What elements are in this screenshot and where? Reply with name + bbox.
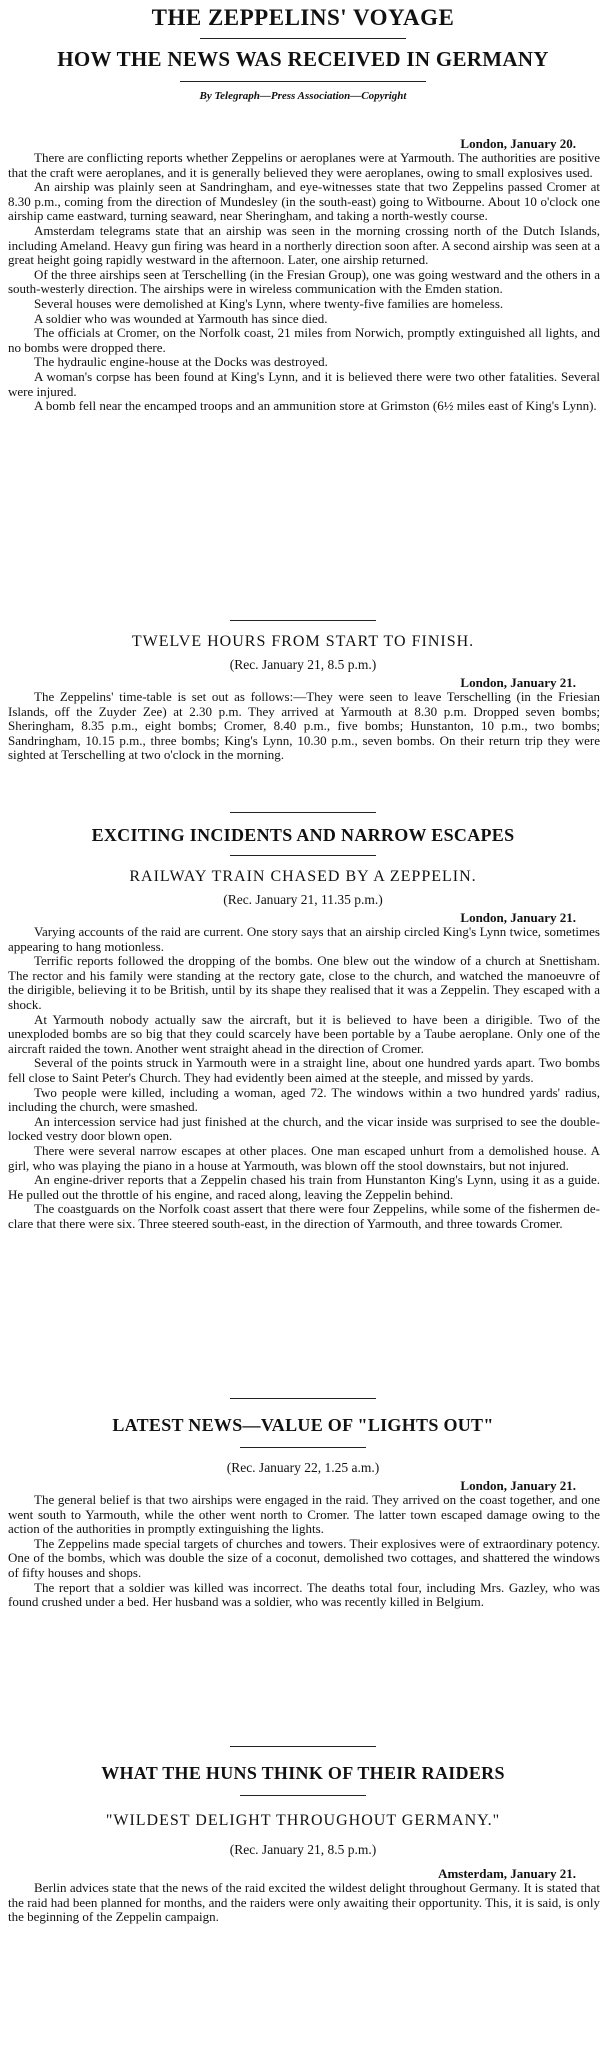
- section-rule: [240, 1447, 366, 1448]
- paragraph: Terrific reports followed the dropping of the bombs. One blew out the window of a church at Snettisham. The rector and his family were standing at the rectory gate, close to the church, and watched the manoeuvre of the dirigible, believing it to be British, until by its shape they realised that it was a Zeppelin. They escaped with a shock.: [8, 953, 600, 1012]
- section-huns-reaction: [0, 1746, 606, 1925]
- paragraph: A soldier who was wounded at Yarmouth has since died.: [34, 310, 328, 326]
- paragraph: Of the three airships seen at Terschelling (in the Fresian Group), one was going westward and the others in a south-westerly direction. The airships were in wireless communication with the Emden station.: [8, 266, 600, 297]
- title-block: [0, 0, 606, 104]
- section-rule: [230, 1746, 376, 1747]
- paragraph: An engine-driver reports that a Zeppelin chased his train from Hunstanton King's Lynn, using it as a guide. He pulled out the throttle of his engine, and raced along, leaving the Zeppelin behind.: [8, 1172, 600, 1202]
- paragraph: Amsterdam telegrams state that an airship was seen in the morning crossing north of the Dutch Islands, including Ameland. Heavy gun firing was heard in a northerly direction soon after. A second airship was seen at a great height going rapidly westward in the afternoon. Later, one airship returned.: [8, 222, 600, 268]
- section-rule: [230, 855, 376, 856]
- paragraph: The report that a soldier was killed was incorrect. The deaths total four, including Mrs. Gazley, who was found crushed under a bed. Her husband was a soldier, who was recently killed in Belgium.: [8, 1579, 600, 1610]
- paragraph: A woman's corpse has been found at King's Lynn, and it is believed there were two other fatalities. Several were injured.: [8, 368, 600, 399]
- byline: By Telegraph—Press Association—Copyright: [199, 90, 407, 102]
- dateline: London, January 21.: [460, 910, 576, 925]
- paragraph: The coastguards on the Norfolk coast assert that there were four Zeppelins, while some of the fishermen de-clare that there were six. Three steered south-east, in the direction of Yarmouth, and three towards Cromer.: [8, 1201, 600, 1231]
- section-incidents: [0, 812, 606, 1231]
- paragraph: An airship was plainly seen at Sandringham, and eye-witnesses state that two Zeppelins passed Cromer at 8.30 p.m., coming from the direction of Mundesley (in the south-east) going to Witbourne. About 10 o'clock one airship came eastward, turning seaward, near Sheringham, and taking a north-westly course.: [8, 179, 600, 224]
- paragraph: Several of the points struck in Yarmouth were in a straight line, about one hundred yards apart. Two bombs fell close to Saint Peter's Church. They had evidently been aimed at the steeple, and missed by yards.: [8, 1055, 600, 1085]
- received-line: (Rec. January 22, 1.25 a.m.): [226, 1460, 380, 1475]
- received-line: (Rec. January 21, 11.35 p.m.): [223, 892, 383, 907]
- main-heading-rule: [180, 81, 426, 82]
- paragraph: The hydraulic engine-house at the Docks was destroyed.: [34, 354, 328, 370]
- section-initial-reports: [0, 136, 606, 414]
- paragraph: At Yarmouth nobody actually saw the aircraft, but it is believed to have been a dirigible. Two of the unexploded bombs are so big that they could scarcely have been portable by a Taube aeroplane. Only one of the aircraft raided the town. Another went straight ahead in the direction of Cromer.: [8, 1011, 600, 1056]
- paragraph: Two people were killed, including a woman, aged 72. The windows within a two hundred yards' radius, including the church, were smashed.: [8, 1084, 600, 1115]
- paragraph: The general belief is that two airships were engaged in the raid. They arrived on the coast together, and one went south to Yarmouth, while the other went north to Cromer. The latter town escaped damage owing to the action of the authorities in promptly extinguishing the lights.: [8, 1492, 600, 1537]
- section-rule: [230, 1398, 376, 1399]
- dateline: London, January 20.: [460, 136, 576, 151]
- paragraph: The Zeppelins made special targets of churches and towers. Their explosives were of extraordinary potency. One of the bombs, which was double the size of a coconut, demolished two cottages, and shattered the windows of fifty houses and shops.: [8, 1535, 600, 1580]
- paragraph: There are conflicting reports whether Zeppelins or aeroplanes were at Yarmouth. The authorities are positive that the craft were aeroplanes, and it is generally believed they were aeroplanes, owing to small explosives used.: [8, 150, 600, 180]
- section-rule: [230, 620, 376, 621]
- title-rule: [200, 38, 406, 39]
- received-line: (Rec. January 21, 8.5 p.m.): [229, 1842, 377, 1857]
- section-rule: [240, 1795, 366, 1796]
- section-heading: TWELVE HOURS FROM START TO FINISH.: [131, 633, 475, 650]
- paragraph: A bomb fell near the encamped troops and an ammunition store at Grimston (6½ miles east of King's Lynn).: [34, 398, 597, 414]
- section-heading: LATEST NEWS—VALUE OF "LIGHTS OUT": [112, 1415, 494, 1435]
- dateline: London, January 21.: [460, 1478, 576, 1493]
- paragraph: Varying accounts of the raid are current. One story says that an airship circled King's Lynn twice, sometimes appearing to hang motionless.: [8, 924, 600, 954]
- section-heading: WHAT THE HUNS THINK OF THEIR RAIDERS: [101, 1763, 505, 1783]
- paragraph: An intercession service had just finished at the church, and the vicar inside was surprised to see the double-locked vestry door blown open.: [8, 1113, 600, 1144]
- page-title: THE ZEPPELINS' VOYAGE: [151, 5, 455, 30]
- paragraph: Berlin advices state that the news of the raid excited the wildest delight throughout Germany. It is stated that the raid had been planned for months, and the raiders were only awaiting their opportunity. This, it is said, is only the beginning of the Zeppelin campaign.: [8, 1880, 600, 1925]
- section-subheading: RAILWAY TRAIN CHASED BY A ZEPPELIN.: [129, 868, 477, 885]
- section-timetable: [0, 620, 606, 763]
- section-latest-news: [0, 1398, 606, 1610]
- paragraph: There were several narrow escapes at other places. One man escaped unhurt from a demolished house. A girl, who was playing the piano in a house at Yarmouth, was blown off the stool downstairs, but not injured.: [8, 1142, 600, 1173]
- received-line: (Rec. January 21, 8.5 p.m.): [229, 657, 377, 672]
- paragraph: The Zeppelins' time-table is set out as follows:—They were seen to leave Terschelling (in the Friesian Islands, off the Zuyder Zee) at 2.30 p.m. They arrived at Yarmouth at 8.30 p.m. Dropped seven bombs; Sheringham, 8.35 p.m., eight bombs; Cromer, 8.40 p.m., five bombs; Hunstanton, 10 p.m., two bombs; Sandringham, 10.15 p.m., three bombs; King's Lynn, 10.30 p.m., seven bombs. On their return trip they were sighted at Terschelling at two o'clock in the morning.: [8, 689, 600, 763]
- dateline: Amsterdam, January 21.: [438, 1866, 576, 1881]
- paragraph: The officials at Cromer, on the Norfolk coast, 21 miles from Norwich, promptly extinguished all lights, and no bombs were dropped there.: [8, 325, 600, 355]
- dateline: London, January 21.: [460, 675, 576, 690]
- paragraph: Several houses were demolished at King's Lynn, where twenty-five families are homeless.: [34, 295, 504, 311]
- section-subheading: "WILDEST DELIGHT THROUGHOUT GERMANY.": [105, 1812, 501, 1829]
- section-rule: [230, 812, 376, 813]
- section-heading: EXCITING INCIDENTS AND NARROW ESCAPES: [91, 825, 515, 845]
- main-heading: HOW THE NEWS WAS RECEIVED IN GERMANY: [57, 47, 549, 71]
